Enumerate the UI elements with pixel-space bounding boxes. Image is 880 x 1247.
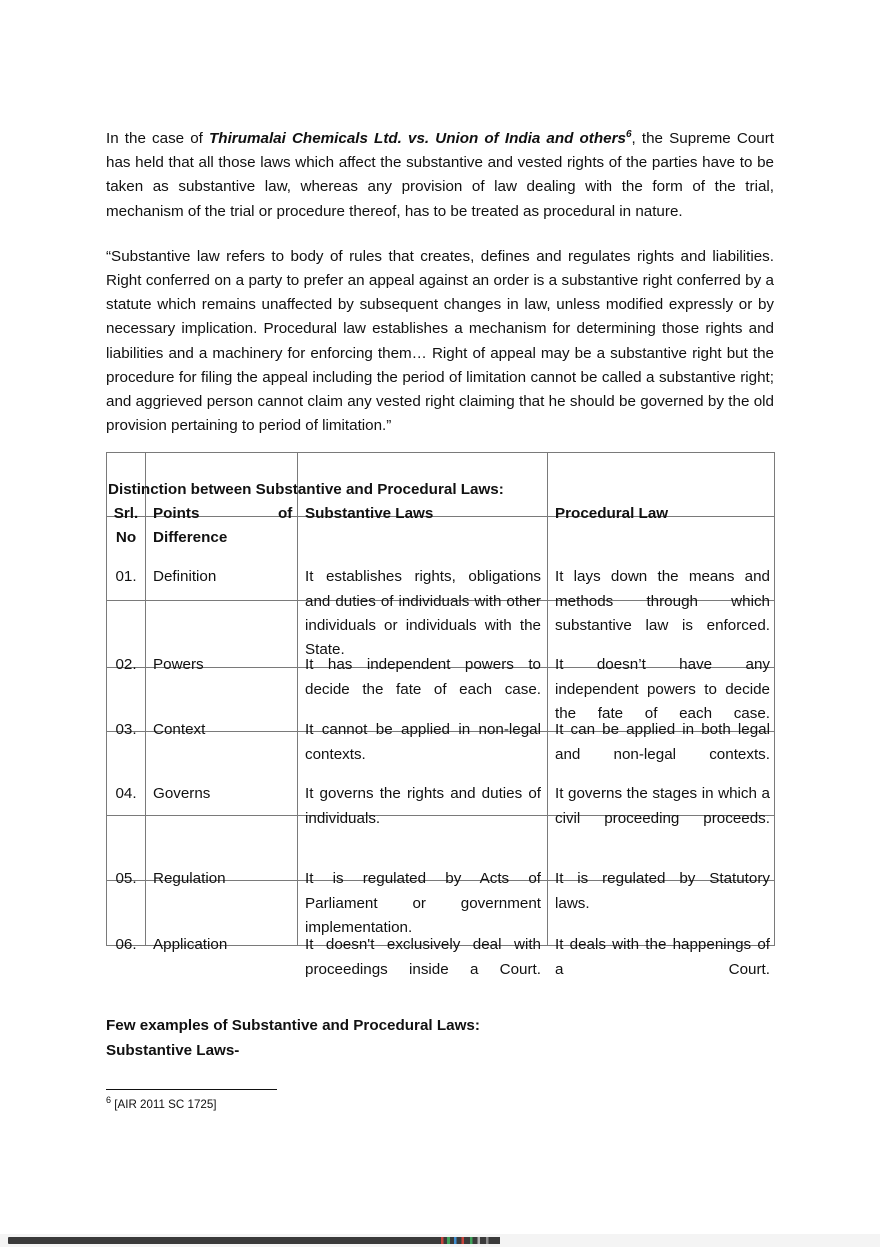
row-point-label: Regulation [153,870,226,888]
row-point-label: Application [153,936,228,954]
footnote-separator [106,1089,277,1090]
footnote-entry-marker: 6 [106,1094,112,1105]
row-substantive-text: It is regulated by Acts of Parliament or government implementation. [305,870,541,936]
row-point-label: Governs [153,785,211,803]
row-serial-label: 04. [115,785,137,803]
row-substantive-text: It cannot be applied in non-legal contexts. [305,721,541,763]
header-label-points-of: of [278,505,293,523]
row-procedural-text: It doesn’t have any independent powers to decide the fate of each case. [555,656,770,722]
scrollbar-thumb-highlight [437,1237,500,1244]
heading-few-examples: Few examples of Substantive and Procedural Laws: [106,1017,480,1035]
paragraph-quotation: “Substantive law refers to body of rules that creates, defines and regulates rights and liabilities. Right conferred on a party to prefer an appeal against an order is a substantive right conferred by a statute which remains unaffected by subsequent changes in law, unless modified expressly or by necessary implication. Procedural law establishes a mechanism for determining those rights and liabilities and a machinery for enforcing them… Right of appeal may be a substantive right but the procedure for filing the appeal including the period of limitation cannot be called a substantive right; and aggrieved person cannot claim any vested right claiming that he should be governed by the old provision pertaining to period of limitation.” [106,247,774,435]
horizontal-scrollbar-track[interactable] [0,1234,880,1247]
row-substantive-text: It has independent powers to decide the fate of each case. [305,656,541,698]
row-point-label: Powers [153,656,204,674]
row-procedural-text: It is regulated by Statutory laws. [555,870,770,912]
header-label-points: Points [153,505,200,523]
header-label-difference: Difference [153,529,228,547]
header-label-serial-line2: No [115,529,137,547]
row-substantive-text: It governs the rights and duties of individuals. [305,785,541,827]
heading-substantive-laws: Substantive Laws- [106,1041,240,1059]
row-substantive-text: It doesn't exclusively deal with proceedings inside a Court. [305,936,541,978]
footnote-entry-text: [AIR 2011 SC 1725] [114,1097,217,1111]
horizontal-scrollbar-thumb[interactable] [8,1237,500,1244]
row-procedural-text: It can be applied in both legal and non-legal contexts. [555,721,770,763]
paragraph-1-trailing-text: , the Supreme Court has held that all those laws which affect the substantive and vested rights of the parties have to be taken as substantive law, whereas any provision of law dealing with the form of the trial, mechanism of the trial or procedure thereof, has to be treated as procedural in nature. [106,130,774,220]
header-label-procedural-law: Procedural Law [555,505,669,523]
row-serial-label: 03. [115,721,137,739]
row-procedural-text: It governs the stages in which a civil proceeding proceeds. [555,785,770,827]
footnote-entry [106,1094,774,1112]
row-procedural-text: It deals with the happenings of a Court. [555,936,770,978]
row-serial-label: 02. [115,656,137,674]
paragraph-case-reference [106,0,774,224]
paragraph-1-lead-text: In the case of [106,130,210,147]
row-serial-label: 06. [115,936,137,954]
table-title: Distinction between Substantive and Procedural Laws: [108,481,504,499]
page-content [106,0,774,1112]
row-serial-label: 01. [115,568,137,586]
header-label-substantive-laws: Substantive Laws [305,505,434,523]
row-procedural-text: It lays down the means and methods through which substantive law is enforced. [555,568,770,634]
row-substantive-text: It establishes rights, obligations and duties of individuals with other individuals or individuals with the State. [305,568,541,659]
row-point-label: Definition [153,568,217,586]
header-label-serial-line1: Srl. [113,505,139,523]
footnote-marker-inline: 6 [625,128,632,140]
row-serial-label: 05. [115,870,137,888]
case-citation-name: Thirumalai Chemicals Ltd. vs. Union of India and others [209,130,626,147]
row-point-label: Context [153,721,206,739]
distinction-table-wrapper [106,452,774,978]
post-table-headings [106,1014,774,1062]
